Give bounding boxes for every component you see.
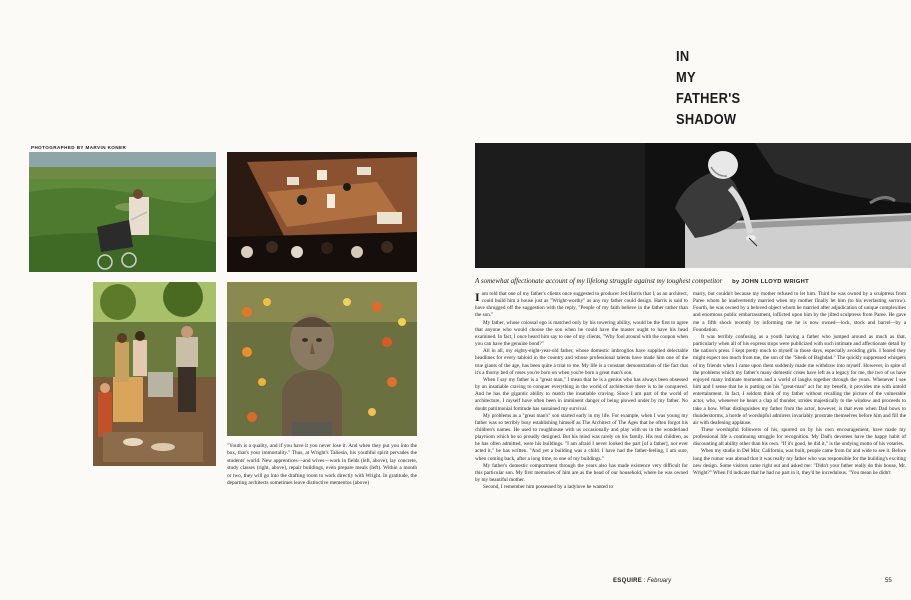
photo-class-study (227, 152, 417, 272)
page-footer (613, 578, 671, 584)
article-paragraph: When I say my father is a "great man," I mean that he is a genius who has always been obsessed by an insatiable craving to conquer everything in the world of architecture there is to be conquered. And he has the gigantic ability to match the insatiable craving. Since I am part of the world of architecture, I myself have often been in imminent danger of being plowed under by my father. No doubt patrimonial fortitude has sustained my survival. (475, 376, 688, 412)
photo-preparing-meals (93, 282, 216, 466)
photo-credit: PHOTOGRAPHED BY MARVIN KONER (31, 145, 127, 150)
magazine-name: ESQUIRE (613, 578, 643, 584)
title-line: MY (676, 69, 696, 86)
title-line: FATHER'S (676, 90, 741, 107)
article-paragraph (475, 291, 688, 320)
photo-field-mother (29, 152, 216, 272)
article-paragraph: My problems as a "great man's" son started early in my life. For example, when I was young my father was so terribly busy establishing himself as The Architect of The Ages that he often forgot his children's names. He used to roughhouse with us occasionally and play with us in the wonderland playroom which he so proudly designed. But his mind was rarely on his family. His real children, as he has often admitted, were his buildings. "I am afraid I never looked the part [of a father], nor ever acted it," he has written. "And yet a building was a child. I have had the father-feeling, I am sure, when coming back, after a long time, to one of my buildings." (475, 412, 688, 462)
article-paragraph: These worshipful followers of his, spurred on by his own encouragement, have made my professional life a continuing struggle for recognition. My Dad's devotees have the happy habit of discounting all ability other than his own. "If it's good, he did it," is the undying motto of his votaries. (693, 426, 906, 448)
paragraph-text: am told that one of my father's clients once suggested to producer Jed Harris that I, as an architect, could build him a house just as "Wright-worthy" as any my father could design. Harris is said to have shrugged off the suggestion with the reply, "People of my faith believe in the father rather than the son." (475, 291, 688, 319)
article-subtitle (475, 277, 900, 285)
photo-bust-memento (227, 282, 417, 436)
article-paragraph: When my studio in Del Mar, California, was built, people came from far and wide to see it. Before long the rumor was abroad that it was really my father who was responsible for the building's exciting new design. Some visitors came right out and asked me: "Didn't your father really do this house, Mr. Wright?" When I'd indicate that he had no part in it, they'd be incredulous. "You mean he didn't (693, 448, 906, 476)
article-title (676, 46, 751, 130)
article-column-1 (475, 291, 688, 576)
article-paragraph: My father, whose colossal ego is matched only by his towering ability, would be the first to agree that anyone who would choose the son when he could have the master ought to have his head examined. In fact, I once heard him say to one of my clients, "Why fool around with the coupon when you can have the genuine bond?" (475, 319, 688, 348)
title-line: SHADOW (676, 111, 737, 128)
article-paragraph: Second, I remember him possessed by a ladylove he wanted to (483, 484, 614, 491)
photo-wright-drawing (475, 143, 911, 268)
issue-month: February (647, 578, 672, 584)
article-column-2 (693, 291, 906, 576)
author-byline: by JOHN LLOYD WRIGHT (732, 279, 809, 285)
drop-cap: I (475, 291, 480, 304)
article-paragraph: All in all, my eighty-eight-year-old father, whose domestic imbroglios have supplied delectable headlines for every tabloid in the country and whose professional talents have made him one of the true giants of the age, has been quite a trial to me. My life is a constant demonstration of the fact that it's a thorny bed of roses you're born on when you're born a great man's son. (475, 348, 688, 376)
footer-separator: : (643, 578, 646, 584)
article-paragraph: It was terribly confusing as a youth having a father who jumped around as much as that, particularly when all of his express stops were publicized with such intimate and affectionate detail by the nation's press. I kept pretty much to myself in those days, especially avoiding girls. I feared they might expect too much from me, the son of the "Sheik of Baghdad." The quickly suppressed whispers of my friends when I came upon them suddenly made me withdraw into myself. However, in spite of the problems which my father's many domestic crises have left as a legacy for me, the two of us have enjoyed many intimate moments and a world of laughs together through the years. Whenever I see him and I sense that he is putting on his "great-man" act for my benefit, it provides me with untold entertainment. In fact, I seldom think of my father without recalling the picture of the vulnerable actor, who, whenever he hears a clap of thunder, strides majestically to the window and proceeds to take a bow. What distinguishes my father from the actor, however, is that even when Dad bows to thunderstorms, a horde of worshipful admirers invariably prostrate themselves before him and fill the air with deafening applause. (693, 333, 906, 426)
title-line: IN (676, 48, 690, 65)
page-number: 55 (885, 578, 892, 584)
article-paragraph: My father's domestic comportment through the years also has made existence very difficult for this particular son. My first memories of him are as the head of our household, where he was owned by my beautiful mother. (475, 462, 688, 484)
photo-caption: "Youth is a quality, and if you have it you never lose it. And when they put you into the box, that's your immortality." Thus, at Wright's Taliesin, his youthful spirit pervades the students' world. New apprentices—and wives—work in fields (left, above), lay concrete, study classes (right, above), repair buildings, even prepare meals (left). Within a month or two, they will go into the drafting room to work directly with Wright. In gratitude, the departing architects sometimes leave distinctive mementos (above) (227, 443, 417, 487)
article-paragraph: marry, but couldn't because my mother refused to let him. Third he was owned by a sculptress from Paree whom he inadvertently married when my mother finally let him (to his everlasting sorrow). Fourth, he was owned by a beloved object whom he married after adjudication of unique complexities and enormous public embarrassment, inflicted upon him by the jilted sculptress from Paree. He gave me a fifth shock recently by informing me he is now owned—lock, stock and barrel—by a Foundation. (693, 291, 906, 333)
subtitle-text: A somewhat affectionate account of my lifelong struggle against my toughest competitor (475, 277, 723, 285)
